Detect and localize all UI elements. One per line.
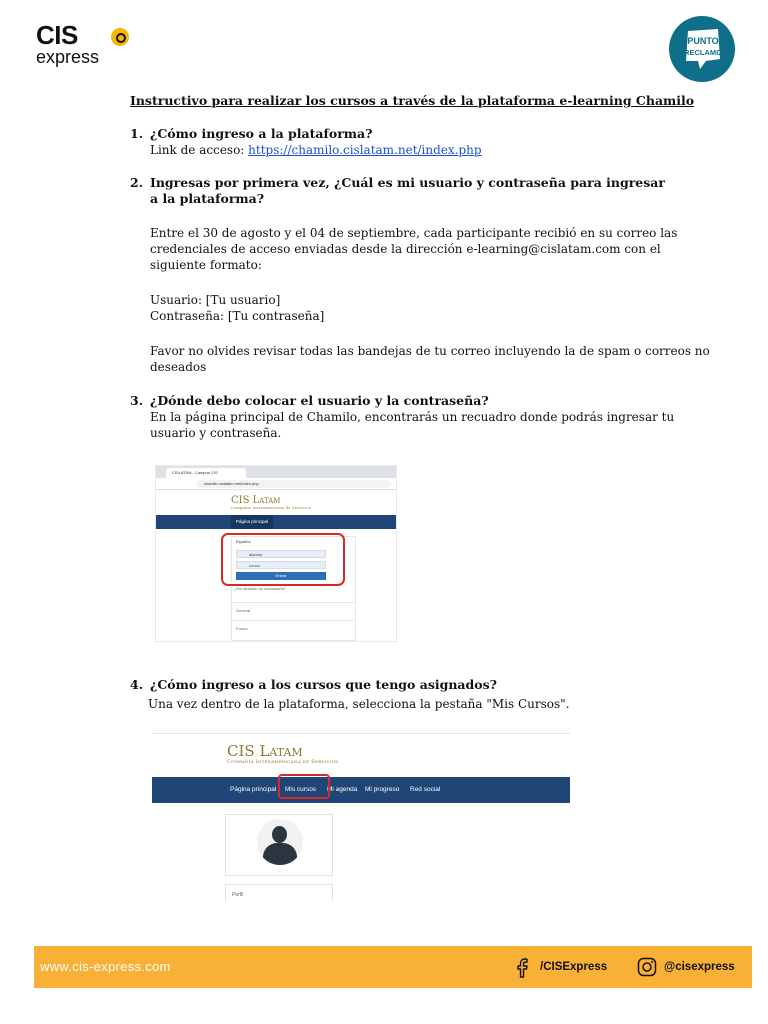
punto-reclamo-badge (668, 15, 736, 83)
username-field: alumno (236, 550, 326, 558)
instagram-icon (637, 957, 657, 977)
badge-line1: PUNTO (687, 36, 719, 46)
logo-dot-icon (111, 28, 129, 46)
cislatam-brand: CIS Latam (227, 742, 303, 760)
forgot-password-link: ¿Ha olvidado su contraseña? (234, 586, 287, 591)
question-1-text: ¿Cómo ingreso a la plataforma? (150, 126, 373, 141)
language-select: Español (236, 539, 251, 544)
question-3-text: ¿Dónde debo colocar el usuario y la contraseña? (150, 393, 489, 408)
browser-tab: CISLATAM - Campus CIS (166, 468, 246, 478)
cislatam-brand: CIS Latam (231, 495, 281, 506)
badge-line2: RECLAMO (684, 48, 722, 57)
login-highlight-box (221, 533, 345, 586)
nav-red-social: Red social (410, 786, 441, 793)
mis-cursos-highlight-box (278, 774, 330, 799)
nav-mi-agenda: Mi agenda (327, 786, 358, 793)
nav-pagina-principal: Página principal (230, 786, 277, 793)
login-button: Entrar (236, 572, 326, 580)
footer-website: www.cis-express.com (40, 959, 171, 974)
avatar-icon (257, 819, 303, 865)
nav-mis-cursos: Mis cursos (285, 786, 317, 793)
question-4-text: ¿Cómo ingreso a los cursos que tengo asignados? (150, 677, 497, 692)
courses-screenshot (152, 733, 570, 901)
cislatam-brand-sub: Compañía Interamericana de Servicios (231, 506, 312, 510)
question-3-number: 3. (130, 393, 144, 408)
perfil-label: Perfil (232, 892, 244, 898)
question-2 (130, 175, 670, 207)
question-1-number: 1. (130, 126, 144, 141)
question-3 (130, 393, 690, 409)
panel-separator (231, 620, 356, 621)
question-4-number: 4. (130, 677, 144, 692)
chamilo-nav-bar (152, 777, 570, 803)
browser-url: chamilo.cislatam.net/index.php (196, 480, 391, 488)
footer-bar (34, 946, 752, 988)
credentials-paragraph: Entre el 30 de agosto y el 04 de septiembre, cada participante recibió en su correo las credenciales de acceso enviadas desde la dirección e-learning@cislatam.com con el siguiente formato: (150, 226, 678, 272)
login-box-paragraph: En la página principal de Chamilo, encontrarás un recuadro donde podrás ingresar tu usuario y contraseña. (150, 410, 675, 440)
cis-express-logo (36, 20, 146, 70)
question-2-number: 2. (130, 175, 144, 190)
password-field: •••••••• (236, 561, 326, 569)
browser-tab-bar (156, 466, 397, 478)
panel-separator (231, 602, 356, 603)
question-4 (130, 677, 690, 693)
username-format: Usuario: [Tu usuario] (150, 293, 281, 307)
access-link-prefix: Link de acceso: (150, 143, 249, 157)
logo-express-text: express (36, 47, 100, 67)
spam-reminder: Favor no olvides revisar todas las bandejas de tu correo incluyendo la de spam o correos no deseados (150, 344, 710, 374)
password-format: Contraseña: [Tu contraseña] (150, 309, 325, 323)
access-link-line (150, 142, 710, 158)
section-forum: Forum (236, 626, 248, 631)
access-link[interactable]: https://chamilo.cislatam.net/index.php (248, 143, 482, 157)
mis-cursos-paragraph: Una vez dentro de la plataforma, selecciona la pestaña "Mis Cursos". (148, 697, 570, 711)
question-1 (130, 126, 690, 142)
nav-pagina-principal: Página principal (231, 515, 273, 529)
facebook-handle: /CISExpress (540, 961, 608, 973)
document-title: Instructivo para realizar los cursos a través de la plataforma e-learning Chamilo (130, 93, 695, 108)
section-general: General (236, 608, 251, 613)
instagram-handle: @cisexpress (664, 961, 735, 973)
cislatam-brand-sub: Compañía Interamericana de Servicios (227, 759, 339, 765)
browser-address-bar (156, 478, 397, 490)
facebook-icon (514, 957, 532, 979)
question-2-text: Ingresas por primera vez, ¿Cuál es mi usuario y contraseña para ingresar a la plataforma? (150, 175, 665, 206)
chamilo-nav-bar (156, 515, 397, 529)
login-screenshot (155, 465, 397, 642)
nav-mi-progreso: Mi progreso (365, 786, 400, 793)
logo-cis-text: CIS (36, 20, 78, 50)
